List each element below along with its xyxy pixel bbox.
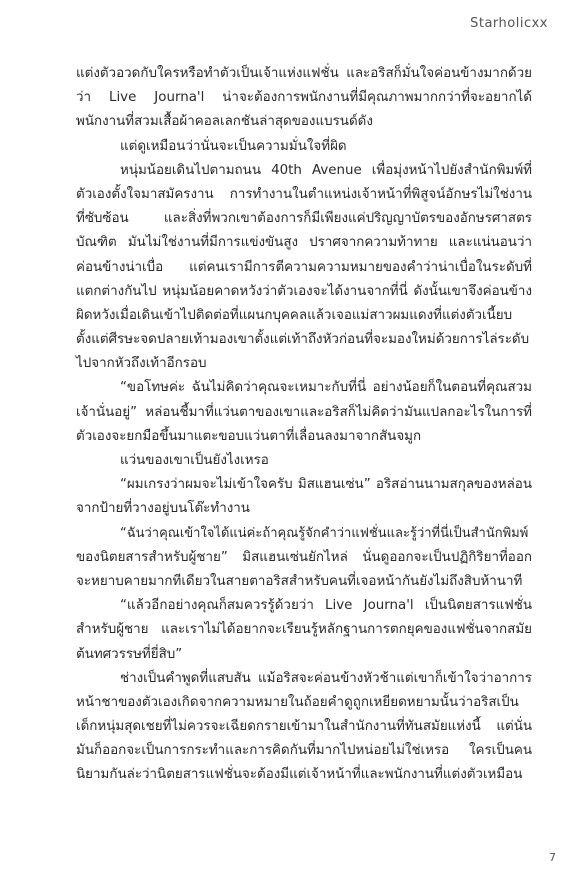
text-line: เด็กหนุ่มสุดเชยที่ไม่ควรจะเฉียดกรายเข้ามาในสำนักงานที่ทันสมัยแห่งนี้ แต่นั่น — [76, 719, 532, 735]
text-line: ตั้งแต่ศีรษะจดปลายเท้ามองเขาตั้งแต่เท้าถึงหัวก่อนที่จะมองใหม่ด้วยการไล่ระดับ — [76, 332, 530, 348]
text-line: ตัวเองตั้งใจมาสมัครงาน การทำงานในตำแหน่งเจ้าหน้าที่พิสูจน์อักษรไม่ใช่งาน — [76, 186, 532, 202]
text-line: มันก็ออกจะเป็นการกระทำและการคิดกันที่มากไปหน่อยไม่ใช่เหรอ ใครเป็นคน — [76, 743, 532, 759]
text-line: ไปจากหัวถึงเท้าอีกรอบ — [76, 356, 207, 372]
text-line: แต่งตัวอวดกับใครหรือทำตัวเป็นเจ้าแห่งแฟชั่น และอริสก็มั่นใจค่อนข้างมากด้วย — [76, 66, 532, 81]
text-line: ว่า Live Journa'l น่าจะต้องการพนักงานที่มีคุณภาพมากกว่าที่จะอยากได้ — [76, 90, 532, 106]
text-line: นิยามกันล่ะว่านิตยสารแฟชั่นจะต้องมีแต่เจ้าหน้าที่และพนักงานที่แต่งตัวเหมือน — [76, 767, 523, 783]
text-line: ตัวเองจะยกมือขึ้นมาแตะขอบแว่นตาที่เลื่อนลงมาจากสันจมูก — [76, 428, 422, 444]
text-line: บัณฑิต มันไม่ใช่งานที่มีการแข่งขันสูง ปราศจากความท้าทาย และแน่นอนว่า — [76, 235, 532, 251]
text-line: “ผมเกรงว่าผมจะไม่เข้าใจครับ มิสแฮนเซ่น” อริสอ่านนามสกุลของหล่อน — [120, 477, 532, 493]
text-line: “ขอโทษค่ะ ฉันไม่คิดว่าคุณจะเหมาะกับที่นี่ อย่างน้อยก็ในตอนที่คุณสวม — [120, 380, 532, 396]
book-title-header: Starholicxx — [470, 16, 548, 31]
text-line: หน้าชาของตัวเองเกิดจากความหมายในถ้อยคำดูถูกเหยียดหยามนั้นว่าอริสเป็น — [76, 694, 519, 710]
text-line: จะหยาบคายมากทีเดียวในสายตาอริสสำหรับคนที่เจอหน้ากันยังไม่ถึงสิบห้านาที — [76, 573, 523, 589]
text-line: “แล้วอีกอย่างคุณก็สมควรรู้ด้วยว่า Live Journa'l เป็นนิตยสารแฟชั่น — [120, 598, 532, 614]
text-line: ช่างเป็นคำพูดที่แสบสัน แม้อริสจะค่อนข้างหัวช้าแต่เขาก็เข้าใจว่าอาการ — [120, 670, 532, 686]
text-line: ค่อนข้างน่าเบื่อ แต่คนเรามีการตีความความหมายของคำว่าน่าเบื่อในระดับที่ — [76, 259, 532, 275]
text-line: ต้นทศวรรษที่ยี่สิบ” — [76, 646, 183, 662]
page-number: 7 — [549, 851, 556, 864]
text-line: ผิดหวังเมื่อเดินเข้าไปติดต่อที่แผนกบุคคลแล้วเจอแม่สาวผมแดงที่แต่งตัวเนี้ยบ — [76, 307, 513, 323]
text-line: เจ้านั่นอยู่” หล่อนชี้มาที่แว่นตาของเขาและอริสก็ไม่คิดว่ามันแปลกอะไรในการที่ — [76, 404, 532, 420]
text-line: จากป้ายที่วางอยู่บนโต๊ะทำงาน — [76, 501, 250, 517]
text-line: “ฉันว่าคุณเข้าใจได้แน่ค่ะถ้าคุณรู้จักคำว่าแฟชั่นและรู้ว่าที่นี่เป็นสำนักพิมพ์ — [120, 525, 529, 541]
text-line: หนุ่มน้อยเดินไปตามถนน 40th Avenue เพื่อมุ่งหน้าไปยังสำนักพิมพ์ที่ — [120, 162, 532, 178]
text-line: สำหรับผู้ชาย และเราไม่ได้อยากจะเรียนรู้หลักฐานการตกยุคของแฟชั่นจากสมัย — [76, 622, 532, 638]
text-line: แต่ดูเหมือนว่านั่นจะเป็นความมั่นใจที่ผิด — [120, 138, 347, 154]
body-text — [76, 62, 532, 788]
text-line: แตกต่างกันไป หนุ่มน้อยคาดหวังว่าตัวเองจะได้งานจากที่นี่ ดังนั้นเขาจึงค่อนข้าง — [76, 283, 532, 299]
text-line: แว่นของเขาเป็นยังไงเหรอ — [120, 453, 269, 468]
text-line: ที่ซับซ้อน และสิ่งที่พวกเขาต้องการก็มีเพียงแค่ปริญญาบัตรของอักษรศาสตร — [76, 211, 532, 227]
text-line: ของนิตยสารสำหรับผู้ชาย” มิสแฮนเซ่นยักไหล่ นั่นดูออกจะเป็นปฏิกิริยาที่ออก — [76, 549, 532, 565]
text-line: พนักงานที่สวมเสื้อผ้าคอลเลกชันล่าสุดของแบรนด์ดัง — [76, 114, 373, 130]
